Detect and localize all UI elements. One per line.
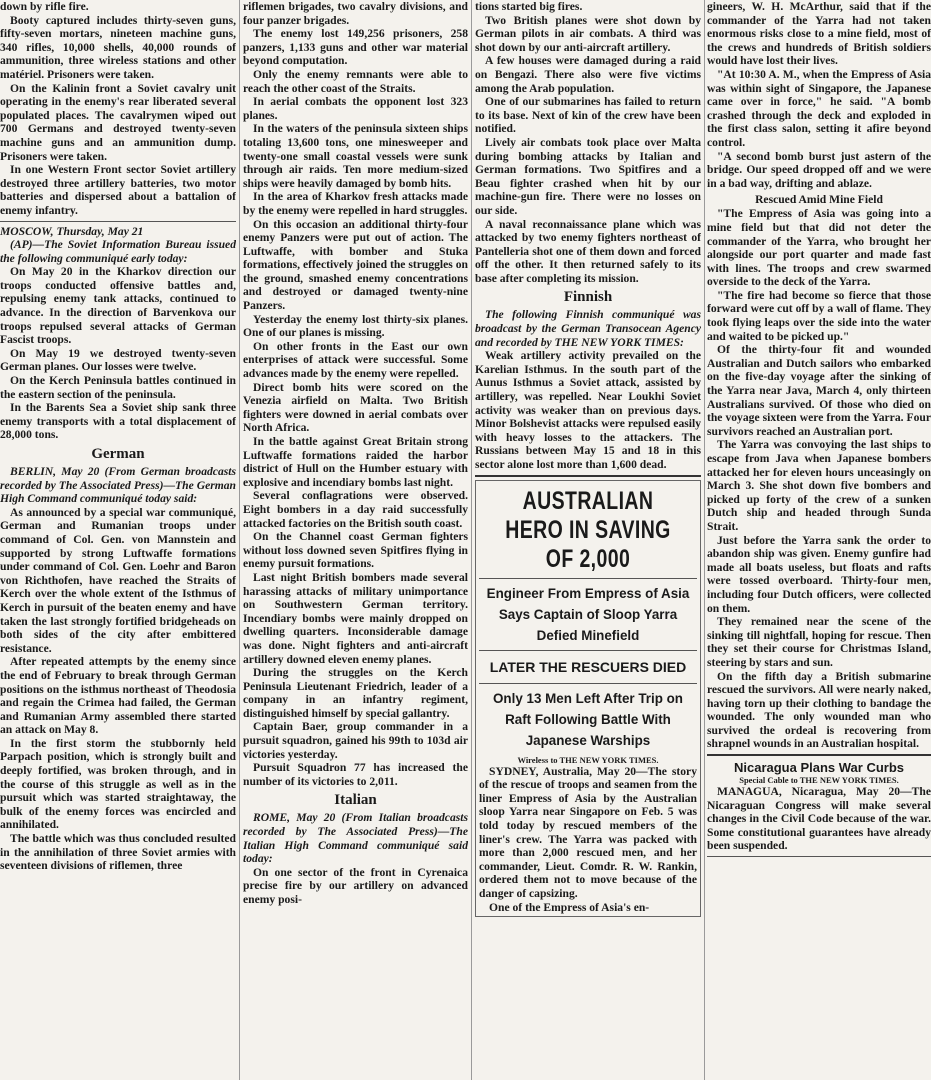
section-heading-finnish: Finnish xyxy=(563,289,613,306)
deck-divider xyxy=(479,650,697,651)
section-divider xyxy=(0,221,236,222)
article-paragraph: Just before the Yarra sank the order to abandon ship was given. Enemy gunfire had made all boats useless, but floats and rafts were tossed overboard. Thirty-four men, including four Dutch officers, were collected on them. xyxy=(707,533,931,615)
article-paragraph: On May 20 in the Kharkov direction our troops conducted offensive battles and, repulsing enemy tank attacks, continued to advance. In the direction of Barvenkova our troops repulsed several attacks of German Fascist troops. xyxy=(0,265,236,347)
article-paragraph: Only the enemy remnants were able to reach the other coast of the Straits. xyxy=(243,67,468,95)
section-divider xyxy=(707,754,931,756)
article-paragraph: During the struggles on the Kerch Peninsula Lieutenant Friedrich, leader of a company in an infantry regiment, distinguished himself by special gallantry. xyxy=(243,666,468,720)
article-paragraph: down by rifle fire. xyxy=(0,0,89,13)
article-paragraph: "At 10:30 A. M., when the Empress of Asia was within sight of Singapore, the Japanese came over in force," he said. "A bomb crashed through the deck and exploded in the first class salon, setting it afire beyond control. xyxy=(707,67,931,149)
article-paragraph: On the Channel coast German fighters without loss downed seven Spitfires flying in enemy pursuit formations. xyxy=(243,530,468,571)
article-paragraph: In the first storm the stubbornly held Parpach position, which is strongly built and deeply fortified, was broken through, and in the course of this struggle as well as in the pursuit which was started straightaway, the bulk of the enemy forces was encircled and annihilated. xyxy=(0,736,236,832)
article-paragraph: Captain Baer, group commander in a pursuit squadron, gained his 99th to 103d air victories yesterday. xyxy=(243,720,468,761)
section-heading-german: German xyxy=(91,446,145,462)
article-paragraph: Direct bomb hits were scored on the Venezia airfield on Malta. Two British fighters were downed in aerial combats over North Africa. xyxy=(243,380,468,435)
article-paragraph: As announced by a special war communiqué, German and Rumanian troops under command of Col. Gen. von Mannstein and supported by strong Luftwaffe formations under command of Col. Gen. Loehr and Baron von Richthofen, have reached the Straits of Kerch over the whole extent of the Isthmus of Kerch in pursuit of the beaten enemy and have taken the last strongly fortified bridgeheads on both sides of the city after embittered resistance. xyxy=(0,505,236,655)
story-deck-2: LATER THE RESCUERS DIED xyxy=(489,658,687,675)
article-paragraph: On May 19 we destroyed twenty-seven German planes. Our losses were twelve. xyxy=(0,346,236,374)
article-paragraph: Yesterday the enemy lost thirty-six planes. One of our planes is missing. xyxy=(243,312,468,340)
finnish-intro: The following Finnish communiqué was broadcast by the German Transocean Agency and recorded by THE NEW YORK TIMES: xyxy=(475,308,701,349)
german-communique-continued xyxy=(243,0,468,788)
headline-divider xyxy=(479,578,697,579)
article-paragraph: They remained near the scene of the sinking till nightfall, hoping for rescue. Then they set their course for Christmas Island, steering by stars and sun. xyxy=(707,615,931,669)
article-paragraph: One of our submarines has failed to return to its base. Next of kin of the crew have been notified. xyxy=(475,95,701,136)
column-2 xyxy=(243,0,468,1080)
article-paragraph: In the Barents Sea a Soviet ship sank three enemy transports with a total displacement of 28,000 tons. xyxy=(0,401,236,442)
moscow-communique xyxy=(0,225,236,443)
article-paragraph: Last night British bombers made several harassing attacks of military unimportance on Southwestern German territory. Incendiary bombs were mainly dropped on dwelling quarters. Inconsiderable damage was done. Night fighters and anti-aircraft artillery downed eleven enemy planes. xyxy=(243,570,468,666)
story-deck-1: Engineer From Empress of Asia Says Captain of Sloop Yarra Defied Minefield xyxy=(486,585,690,643)
article-paragraph: One of the Empress of Asia's en- xyxy=(489,900,650,914)
german-intro: BERLIN, May 20 (From German broadcasts recorded by The Associated Press)—The German High Command communiqué today said: xyxy=(0,465,236,506)
story-subhead: Rescued Amid Mine Field xyxy=(755,193,883,207)
article-paragraph: Weak artillery activity prevailed on the Karelian Isthmus. In the south part of the Aunus Isthmus a Soviet attack, assisted by artillery, was repelled. Near Loukhi Soviet activity was weaker than on previous days. Minor Bolshevist attacks were repulsed easily with heavy losses to the attackers. The Russians between May 15 and 18 in this sector alone lost more than 1,600 dead. xyxy=(475,349,701,471)
article-paragraph: In the waters of the peninsula sixteen ships totaling 13,600 tons, one minesweeper and twenty-one small coastal vessels were sunk through air raids. Ten more medium-sized ships were heavily damaged by bomb hits. xyxy=(243,122,468,190)
article-paragraph: In the battle against Great Britain strong Luftwaffe formations raided the harbor district of Hull on the Humber estuary with explosive and incendiary bombs last night. xyxy=(243,435,468,489)
article-paragraph: On the Kerch Peninsula battles continued in the eastern section of the peninsula. xyxy=(0,374,236,401)
nicaragua-story xyxy=(707,760,931,853)
article-paragraph: On the fifth day a British submarine rescued the survivors. All were nearly naked, having torn up their clothing to bandage the wounded. The only wounded man who survived the ordeal is recovering from shrapnel wounds in an Australian hospital. xyxy=(707,669,931,751)
article-paragraph: "The Empress of Asia was going into a mine field but that did not deter the commander of the Yarra, who brought her alongside our port quarter and made fast with lines. The troops and crew swarmed overside to the deck of the Yarra. xyxy=(707,207,931,289)
story-deck-3: Only 13 Men Left After Trip on Raft Following Battle With Japanese Warships xyxy=(493,690,683,748)
moscow-dateline: MOSCOW, Thursday, May 21 xyxy=(0,224,144,238)
article-paragraph: On one sector of the front in Cyrenaica precise fire by our artillery on advanced enemy posi- xyxy=(243,865,468,906)
article-paragraph: After repeated attempts by the enemy since the end of February to break through German positions on the isthmus northeast of Theodosia and regain the Crimea had failed, the German and Rumanian Army assembled there started an attack on May 8. xyxy=(0,655,236,737)
article-paragraph: In aerial combats the opponent lost 323 planes. xyxy=(243,95,468,122)
column-rule xyxy=(239,0,240,1080)
article-paragraph: In the area of Kharkov fresh attacks made by the enemy were repelled in hard struggles. xyxy=(243,190,468,217)
section-divider xyxy=(707,856,931,857)
article-paragraph: The battle which was thus concluded resulted in the annihilation of three Soviet armies with seventeen divisions of riflemen, three xyxy=(0,832,236,873)
article-paragraph: "A second bomb burst just astern of the bridge. Our speed dropped off and we were in a bad way, drifting and ablaze. xyxy=(707,149,931,190)
deck-divider xyxy=(479,683,697,684)
article-paragraph: "The fire had become so fierce that those forward were cut off by a wall of flame. They took flying leaps over the side into the water and waited to be picked up." xyxy=(707,288,931,343)
nicaragua-headline: Nicaragua Plans War Curbs xyxy=(733,760,904,776)
article-paragraph: riflemen brigades, two cavalry divisions, and four panzer brigades. xyxy=(243,0,468,27)
article-paragraph: Lively air combats took place over Malta during bombing attacks by Italian and German formations. Two Spitfires and a Beau fighter crashed when hit by our machine-gun fire. There were no losses on our side. xyxy=(475,135,701,217)
article-paragraph: On this occasion an additional thirty-four enemy Panzers were put out of action. The Luftwaffe, with bomber and Stuka formations, effectively joined the struggles on the ground, smashed enemy concentrations and destroyed or damaged twenty-nine Panzers. xyxy=(243,217,468,313)
australian-hero-story xyxy=(475,480,701,918)
article-paragraph: The Yarra was convoying the last ships to escape from Java when Japanese bombers attacked her for eleven hours unceasingly on March 3. She shot down five bombers and picked up forty of the crew of a sunken Dutch ship and headed through Sunda Strait. xyxy=(707,438,931,533)
article-paragraph: tions started big fires. xyxy=(475,0,583,13)
article-paragraph: The enemy lost 149,256 prisoners, 258 panzers, 1,133 guns and other war material beyond computation. xyxy=(243,27,468,68)
wire-credit: Wireless to THE NEW YORK TIMES. xyxy=(517,754,659,765)
article-paragraph: A naval reconnaissance plane which was attacked by two enemy fighters northeast of Pantelleria shot one of them down and forced off the other. It then returned safely to its base after completing its mission. xyxy=(475,217,701,285)
italian-intro: ROME, May 20 (From Italian broadcasts recorded by The Associated Press)—The Italian High Command communiqué said today: xyxy=(243,811,468,866)
italian-communique xyxy=(243,811,468,906)
section-heading-italian: Italian xyxy=(334,792,377,809)
story-headline: AUSTRALIAN HERO IN SAVING OF 2,000 xyxy=(505,486,671,573)
article-paragraph: SYDNEY, Australia, May 20—The story of the rescue of troops and seamen from the liner Empress of Asia by the Australian sloop Yarra near Singapore on Feb. 5 was told today by rescued members of the liner's crew. The Yarra was packed with more than 2,000 rescued men, and her commander, Lieut. Comdr. R. W. Rankin, ordered them not to move because of the danger of capsizing. xyxy=(479,764,697,900)
article-paragraph: In one Western Front sector Soviet artillery destroyed three artillery batteries, two motor batteries and dispersed about a battalion of enemy infantry. xyxy=(0,163,236,217)
moscow-intro: (AP)—The Soviet Information Bureau issued the following communiqué early today: xyxy=(0,238,236,265)
article-paragraph: On the Kalinin front a Soviet cavalry unit operating in the enemy's rear liberated several populated places. The cavalrymen wiped out 700 Germans and destroyed twenty-seven machine guns and an ammunition dump. Prisoners were taken. xyxy=(0,81,236,163)
article-paragraph: Several conflagrations were observed. Eight bombers in a day raid successfully attacked factories on the British south coast. xyxy=(243,489,468,530)
column-4 xyxy=(707,0,931,1080)
italian-communique-continued xyxy=(475,0,701,285)
section-divider xyxy=(475,475,701,477)
article-paragraph: gineers, W. H. McArthur, said that if the commander of the Yarra had not taken enormous risks close to a mine field, most of the crews and hundreds of British soldiers would have lost their lives. xyxy=(707,0,931,68)
article-paragraph: Two British planes were shot down by German pilots in air combats. A third was shot down by our anti-aircraft artillery. xyxy=(475,13,701,54)
article-paragraph: Booty captured includes thirty-seven guns, fifty-seven mortars, nineteen machine guns, 340 rifles, 10,000 shells, 40,000 rounds of ammunition, three wireless stations and other matériel. Prisoners were taken. xyxy=(0,13,236,81)
article-paragraph: Pursuit Squadron 77 has increased the number of its victories to 2,011. xyxy=(243,761,468,788)
column-rule xyxy=(471,0,472,1080)
cable-credit: Special Cable to THE NEW YORK TIMES. xyxy=(739,775,899,786)
column-1 xyxy=(0,0,236,1080)
article-paragraph: Of the thirty-four fit and wounded Australian and Dutch sailors who embarked on the five-day voyage after the sinking of the Yarra near Java, March 4, only thirteen Australians survived. Of those who died on the voyage sixteen were from the Yarra. Four survivors reached an Australian port. xyxy=(707,343,931,438)
column-3 xyxy=(475,0,701,1080)
article-paragraph: On other fronts in the East our own enterprises of attack were successful. Some advances made by the enemy were repelled. xyxy=(243,339,468,381)
column-rule xyxy=(704,0,705,1080)
australian-hero-continued xyxy=(707,0,931,751)
soviet-report-continued xyxy=(0,0,236,218)
finnish-communique xyxy=(475,308,701,471)
german-communique xyxy=(0,465,236,873)
article-paragraph: A few houses were damaged during a raid on Bengazi. There also were five victims among the Arab population. xyxy=(475,54,701,95)
article-paragraph: MANAGUA, Nicaragua, May 20—The Nicaraguan Congress will make several changes in the Civil Code because of the war. Some constitutional guarantees have already been suspended. xyxy=(707,785,931,853)
